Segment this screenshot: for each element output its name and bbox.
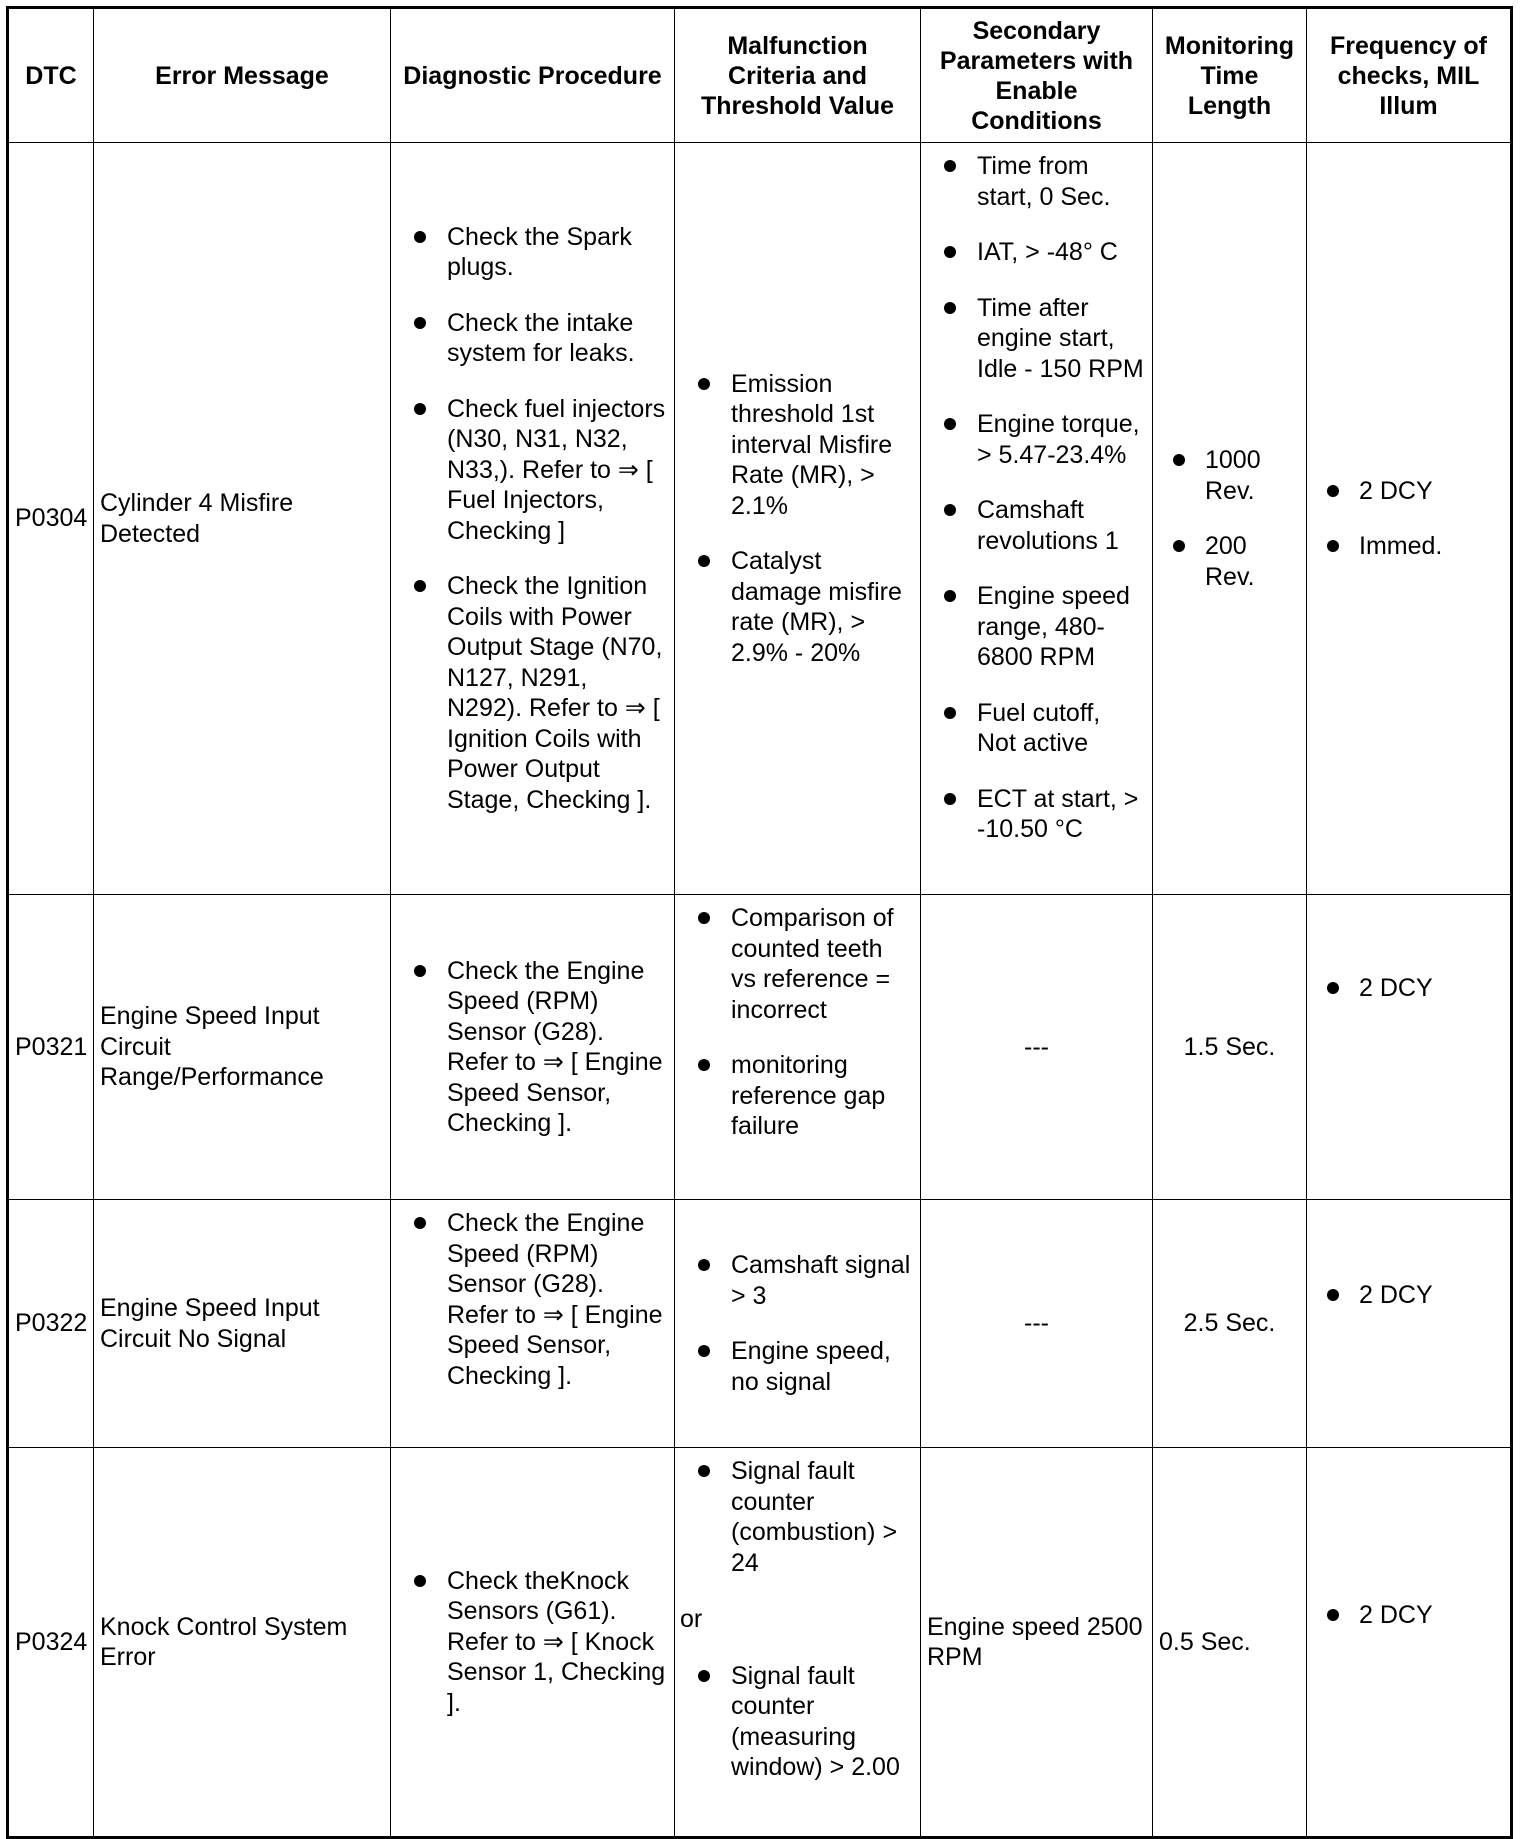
list-item: Check fuel injectors (N30, N31, N32, N33,). Refer to ⇒ [ Fuel Injectors, Checking ] — [391, 394, 674, 547]
list-item: Check the Ignition Coils with Power Output Stage (N70, N127, N291, N292). Refer to ⇒ [ Ignition Coils with Power Output Stage, Checking ]. — [391, 571, 674, 815]
malfunction-criteria — [675, 143, 921, 895]
list-item: Signal fault counter (combustion) > 24 — [675, 1456, 920, 1578]
table-row — [8, 1448, 1512, 1838]
diagnostic-procedure — [391, 1448, 675, 1838]
monitoring-time — [1153, 143, 1307, 895]
list-item: Immed. — [1307, 531, 1510, 562]
bullet-icon — [414, 965, 426, 977]
list-item: Fuel cutoff, Not active — [921, 698, 1152, 759]
header-dtc: DTC — [8, 8, 94, 143]
bullet-icon — [698, 1670, 710, 1682]
list-item: Check the Engine Speed (RPM) Sensor (G28). Refer to ⇒ [ Engine Speed Sensor, Checking ]. — [391, 956, 674, 1139]
bullet-icon — [414, 1217, 426, 1229]
malfunction-criteria — [675, 1200, 921, 1448]
list-item: Engine torque, > 5.47-23.4% — [921, 409, 1152, 470]
header-malfunction-criteria: Malfunction Criteria and Threshold Value — [675, 8, 921, 143]
list-item: 2 DCY — [1307, 1280, 1510, 1311]
monitoring-time: 2.5 Sec. — [1153, 1200, 1307, 1448]
bullet-icon — [944, 246, 956, 258]
dtc-code: P0304 — [8, 143, 94, 895]
bullet-icon — [944, 707, 956, 719]
list-item: Check the Spark plugs. — [391, 222, 674, 283]
frequency — [1307, 895, 1512, 1200]
list-item: Engine speed range, 480-6800 RPM — [921, 581, 1152, 673]
monitoring-time: 0.5 Sec. — [1153, 1448, 1307, 1838]
list-item: Catalyst damage misfire rate (MR), > 2.9% - 20% — [675, 546, 920, 668]
bullet-icon — [944, 160, 956, 172]
bullet-icon — [944, 793, 956, 805]
bullet-icon — [1327, 982, 1339, 994]
list-item: 200 Rev. — [1153, 531, 1306, 592]
header-frequency: Frequency of checks, MIL Illum — [1307, 8, 1512, 143]
list-item: Emission threshold 1st interval Misfire Rate (MR), > 2.1% — [675, 369, 920, 522]
dtc-code: P0321 — [8, 895, 94, 1200]
bullet-icon — [698, 1059, 710, 1071]
bullet-icon — [944, 302, 956, 314]
list-item: Check the Engine Speed (RPM) Sensor (G28). Refer to ⇒ [ Engine Speed Sensor, Checking ]. — [391, 1208, 674, 1391]
list-item: Camshaft revolutions 1 — [921, 495, 1152, 556]
bullet-icon — [414, 403, 426, 415]
header-row — [8, 8, 1512, 143]
diagnostic-procedure — [391, 1200, 675, 1448]
monitoring-time: 1.5 Sec. — [1153, 895, 1307, 1200]
error-message: Cylinder 4 Misfire Detected — [94, 143, 391, 895]
list-item: Time from start, 0 Sec. — [921, 151, 1152, 212]
bullet-icon — [1327, 485, 1339, 497]
header-monitoring-time: Monitoring Time Length — [1153, 8, 1307, 143]
dtc-table — [6, 6, 1513, 1839]
diagnostic-procedure — [391, 895, 675, 1200]
diagnostic-procedure — [391, 143, 675, 895]
list-item: ECT at start, > -10.50 °C — [921, 784, 1152, 845]
frequency — [1307, 143, 1512, 895]
list-item: Comparison of counted teeth vs reference = incorrect — [675, 903, 920, 1025]
list-item: Check theKnock Sensors (G61). Refer to ⇒ [ Knock Sensor 1, Checking ]. — [391, 1566, 674, 1719]
bullet-icon — [944, 418, 956, 430]
secondary-parameters: Engine speed 2500 RPM — [921, 1448, 1153, 1838]
secondary-parameters: --- — [921, 1200, 1153, 1448]
list-item: Signal fault counter (measuring window) > 2.00 — [675, 1661, 920, 1783]
frequency — [1307, 1448, 1512, 1838]
list-item: 2 DCY — [1307, 973, 1510, 1004]
bullet-icon — [1327, 540, 1339, 552]
bullet-icon — [1327, 1609, 1339, 1621]
bullet-icon — [414, 317, 426, 329]
malfunction-criteria — [675, 1448, 921, 1838]
frequency — [1307, 1200, 1512, 1448]
error-message: Engine Speed Input Circuit No Signal — [94, 1200, 391, 1448]
secondary-parameters — [921, 143, 1153, 895]
or-separator: or — [680, 1605, 703, 1633]
bullet-icon — [698, 912, 710, 924]
header-diagnostic-procedure: Diagnostic Procedure — [391, 8, 675, 143]
list-item: 2 DCY — [1307, 476, 1510, 507]
list-item: 2 DCY — [1307, 1600, 1510, 1631]
header-secondary-parameters: Secondary Parameters with Enable Conditions — [921, 8, 1153, 143]
list-item: 1000 Rev. — [1153, 445, 1306, 506]
table-row — [8, 895, 1512, 1200]
list-item: Time after engine start, Idle - 150 RPM — [921, 293, 1152, 385]
bullet-icon — [944, 590, 956, 602]
bullet-icon — [1173, 454, 1185, 466]
bullet-icon — [698, 1465, 710, 1477]
list-item: Engine speed, no signal — [675, 1336, 920, 1397]
secondary-parameters: --- — [921, 895, 1153, 1200]
bullet-icon — [698, 378, 710, 390]
error-message: Engine Speed Input Circuit Range/Performance — [94, 895, 391, 1200]
dtc-code: P0324 — [8, 1448, 94, 1838]
bullet-icon — [1173, 540, 1185, 552]
list-item: monitoring reference gap failure — [675, 1050, 920, 1142]
error-message: Knock Control System Error — [94, 1448, 391, 1838]
bullet-icon — [414, 1575, 426, 1587]
list-item: Camshaft signal > 3 — [675, 1250, 920, 1311]
bullet-icon — [698, 555, 710, 567]
bullet-icon — [414, 231, 426, 243]
list-item: IAT, > -48° C — [921, 237, 1152, 268]
bullet-icon — [944, 504, 956, 516]
bullet-icon — [1327, 1289, 1339, 1301]
malfunction-criteria — [675, 895, 921, 1200]
bullet-icon — [698, 1259, 710, 1271]
header-error-message: Error Message — [94, 8, 391, 143]
list-item: Check the intake system for leaks. — [391, 308, 674, 369]
bullet-icon — [414, 580, 426, 592]
table-row — [8, 1200, 1512, 1448]
bullet-icon — [698, 1345, 710, 1357]
dtc-code: P0322 — [8, 1200, 94, 1448]
table-row — [8, 143, 1512, 895]
